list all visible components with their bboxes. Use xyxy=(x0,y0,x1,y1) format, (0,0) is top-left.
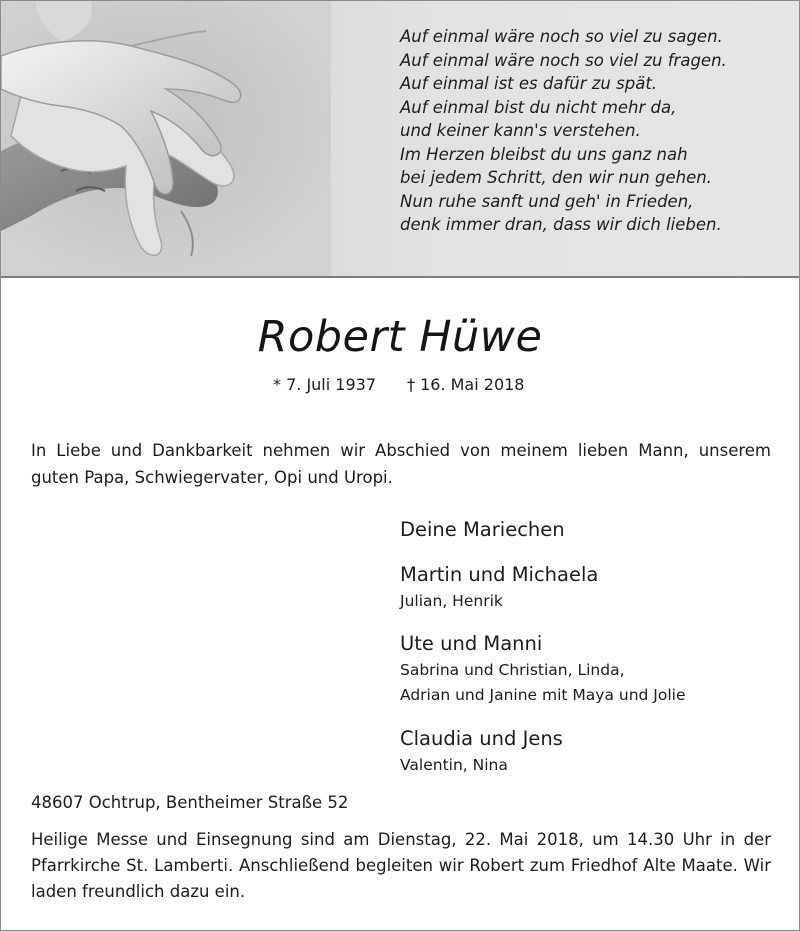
birth-date: * 7. Juli 1937 xyxy=(273,375,376,394)
poem-line: denk immer dran, dass wir dich lieben. xyxy=(400,215,722,234)
poem-line: Auf einmal bist du nicht mehr da, xyxy=(400,97,677,117)
death-date: † 16. Mai 2018 xyxy=(407,375,525,394)
signer-group xyxy=(400,516,565,544)
deceased-name: Robert Hüwe xyxy=(257,312,543,362)
signer-primary: Martin und Michaela xyxy=(400,563,599,586)
signer-group xyxy=(400,561,598,614)
signer-primary: Deine Mariechen xyxy=(400,518,565,541)
poem-line: bei jedem Schritt, den wir nun gehen. xyxy=(400,168,712,187)
poem xyxy=(400,25,780,237)
signer-secondary: Adrian und Janine mit Maya und Jolie xyxy=(400,686,686,704)
hands-photo xyxy=(1,1,331,276)
poem-line: und keiner kann's verstehen. xyxy=(400,121,641,140)
signer-secondary: Valentin, Nina xyxy=(400,756,508,774)
signer-group xyxy=(400,630,686,708)
address: 48607 Ochtrup, Bentheimer Straße 52 xyxy=(31,793,349,812)
signer-group xyxy=(400,725,563,778)
service-info: Heilige Messe und Einsegnung sind am Dienstag, 22. Mai 2018, um 14.30 Uhr in der Pfarrkirche St. Lamberti. Anschließend begleiten wir Robert zum Friedhof Alte Maate. Wir laden freundlich dazu ein. xyxy=(31,830,771,901)
poem-line: Im Herzen bleibst du uns ganz nah xyxy=(400,144,688,164)
signer-primary: Claudia und Jens xyxy=(400,727,563,750)
poem-line: Auf einmal wäre noch so viel zu fragen. xyxy=(400,50,727,70)
header-banner xyxy=(1,1,799,278)
intro-text: In Liebe und Dankbarkeit nehmen wir Abschied von meinem lieben Mann, unserem guten Papa, Schwiegervater, Opi und Uropi. xyxy=(31,441,771,487)
signer-secondary: Sabrina und Christian, Linda, xyxy=(400,661,625,679)
signer-secondary: Julian, Henrik xyxy=(400,592,503,610)
poem-line: Auf einmal ist es dafür zu spät. xyxy=(400,74,658,93)
poem-line: Nun ruhe sanft und geh' in Frieden, xyxy=(400,191,694,211)
poem-line: Auf einmal wäre noch so viel zu sagen. xyxy=(400,27,723,46)
signer-primary: Ute und Manni xyxy=(400,632,543,655)
